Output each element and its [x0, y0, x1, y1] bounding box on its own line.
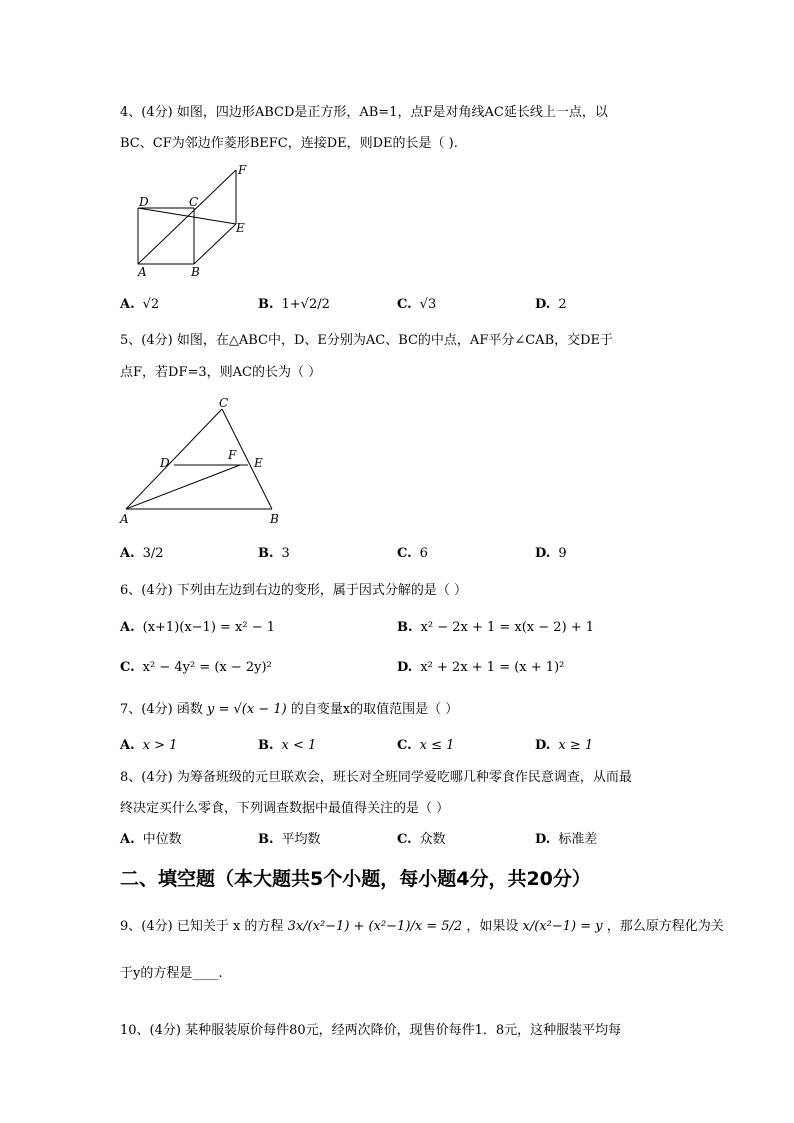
q5-option-B[interactable]: B. 3 [258, 546, 290, 561]
q6-option-C[interactable]: C. x² − 4y² = (x − 2y)² [120, 660, 272, 675]
q7-text-line1: 7、(4分) 函数 y = √(x − 1) 的自变量x的取值范围是（ ） [120, 702, 459, 717]
q5-fig-label-D: D [160, 456, 170, 470]
q8-text-line1: 8、(4分) 为筹备班级的元旦联欢会，班长对全班同学爱吃哪几种零食作民意调查，从而最 [120, 770, 632, 785]
q6-option-A[interactable]: A. (x+1)(x−1) = x² − 1 [120, 620, 276, 635]
q4-fig-label-D: D [139, 195, 149, 209]
q5-option-A[interactable]: A. 3/2 [120, 546, 164, 561]
q8-option-A[interactable]: A. 中位数 [120, 832, 182, 847]
q7-option-A[interactable]: A. x > 1 [120, 738, 178, 753]
q8-text-line2: 终决定买什么零食，下列调查数据中最值得关注的是（ ） [120, 801, 450, 816]
q7-option-B[interactable]: B. x < 1 [258, 738, 317, 753]
q9-text-line2: 于y的方程是____. [120, 966, 223, 981]
q4-option-B[interactable]: B. 1+√2/2 [258, 297, 330, 312]
q4-option-C[interactable]: C. √3 [397, 297, 437, 312]
q5-figure [116, 393, 286, 529]
q4-fig-label-A: A [138, 265, 147, 279]
q7-option-C[interactable]: C. x ≤ 1 [397, 738, 455, 753]
q5-fig-label-A: A [120, 512, 129, 526]
q5-fig-label-F: F [228, 448, 237, 462]
q5-fig-label-B: B [270, 512, 279, 526]
q4-text-line2: BC、CF为邻边作菱形BEFC，连接DE，则DE的长是（ ). [120, 136, 458, 151]
q5-text-line2: 点F，若DF=3，则AC的长为（ ） [120, 365, 322, 380]
q4-text-line1: 4、(4分) 如图，四边形ABCD是正方形，AB=1，点F是对角线AC延长线上一点，以 [120, 105, 608, 120]
q4-option-D[interactable]: D. 2 [535, 297, 567, 312]
q9-substitution: x/(x²−1) = y [522, 919, 603, 934]
q4-figure [130, 162, 260, 280]
q4-fig-label-F: F [238, 163, 247, 177]
q4-option-A[interactable]: A. √2 [120, 297, 160, 312]
q5-text-line1: 5、(4分) 如图，在△ABC中，D、E分别为AC、BC的中点，AF平分∠CAB，交DE于 [120, 333, 614, 348]
q4-fig-label-C: C [189, 195, 199, 209]
q6-option-D[interactable]: D. x² + 2x + 1 = (x + 1)² [397, 660, 565, 675]
q7-function-expr: y = √(x − 1) [206, 702, 287, 717]
q9-equation: 3x/(x²−1) + (x²−1)/x = 5/2 [287, 919, 463, 934]
q8-option-D[interactable]: D. 标准差 [535, 832, 598, 847]
q8-option-B[interactable]: B. 平均数 [258, 832, 321, 847]
section-2-heading: 二、填空题（本大题共5个小题，每小题4分，共20分） [120, 868, 591, 890]
q5-option-D[interactable]: D. 9 [535, 546, 567, 561]
q4-fig-label-B: B [191, 265, 200, 279]
q5-fig-label-C: C [219, 396, 229, 410]
q5-fig-label-E: E [254, 456, 263, 470]
q9-text-line1: 9、(4分) 已知关于 x 的方程 3x/(x²−1) + (x²−1)/x = 5/2 ，如果设 x/(x²−1) = y ，那么原方程化为关 [120, 919, 724, 934]
q6-option-B[interactable]: B. x² − 2x + 1 = x(x − 2) + 1 [397, 620, 595, 635]
q10-text-line1: 10、(4分) 某种服装原价每件80元，经两次降价，现售价每件1．8元，这种服装平均每 [120, 1023, 622, 1038]
q6-text-line1: 6、(4分) 下列由左边到右边的变形，属于因式分解的是（ ） [120, 583, 467, 598]
q5-option-C[interactable]: C. 6 [397, 546, 428, 561]
q8-option-C[interactable]: C. 众数 [397, 832, 446, 847]
q7-option-D[interactable]: D. x ≥ 1 [535, 738, 594, 753]
q4-fig-label-E: E [236, 221, 245, 235]
